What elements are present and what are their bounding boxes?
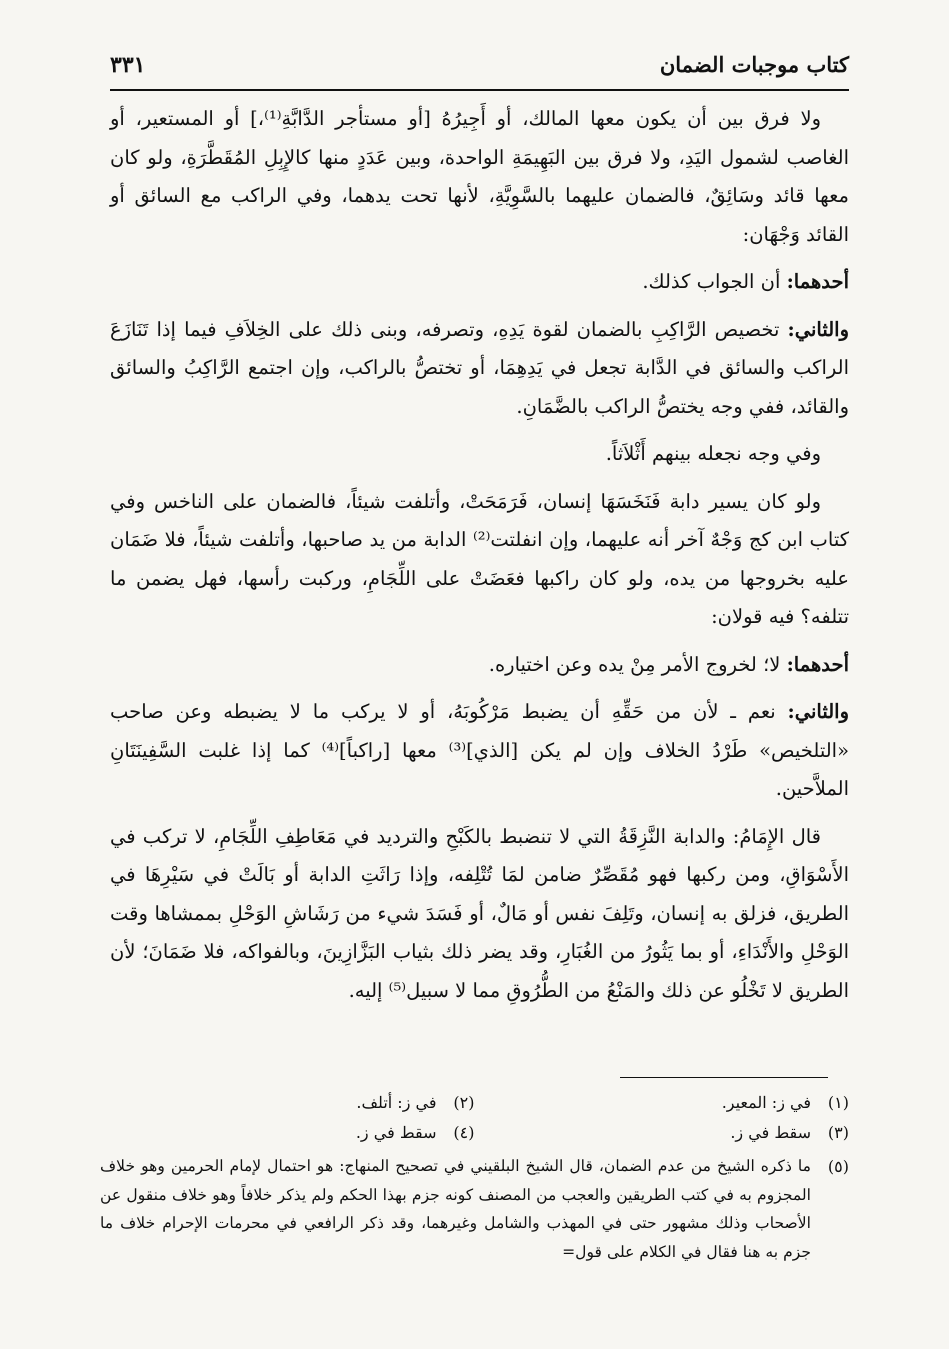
chapter-title: كتاب موجبات الضمان: [659, 52, 849, 77]
footnote-text: سقط في ز.: [730, 1123, 811, 1142]
footnote-number: (٤): [453, 1123, 475, 1142]
footnote-number: (٣): [827, 1123, 849, 1142]
footnote-2: [100, 1088, 475, 1118]
page-number: ٣٣١: [110, 52, 146, 78]
paragraph-lead: أحدهما:: [786, 270, 849, 293]
paragraph-text: ولو كان يسير دابة فَنَخَسَهَا إنسان، فَرَمَحَتْ، وأتلفت شيئاً، فالضمان على الناخس وفي كتاب ابن كج وَجْهٌ آخر أنه عليهما، وإن انفلتت⁽²⁾ الدابة من يد صاحبها، وأتلفت شيئاً، فلا ضَمَان عليه بخروجها من يده، ولو كان راكبها فعَضَتْ على اللِّجَامِ، وركبت رأسها، فهل يضمن ما تتلفه؟ فيه قولان:: [110, 489, 849, 628]
paragraph: [110, 311, 849, 427]
footnotes: [100, 1088, 849, 1266]
footnote-5: [100, 1152, 849, 1266]
footnote-3: [475, 1118, 850, 1148]
paragraph-text: لا؛ لخروج الأمر مِنْ يده وعن اختياره.: [488, 652, 787, 676]
paragraph: [110, 100, 849, 254]
footnote-row: [100, 1088, 849, 1118]
footnote-rule: [620, 1077, 828, 1078]
paragraph-text: قال الإِمَامُ: والدابة النَّزِقَةُ التي لا تنضبط بالكَبْحِ والترديد في مَعَاطِفِ اللِّجَامِ، لا تركب في الأَسْوَاقِ، ومن ركبها فهو مُقَصِّرٌ ضامن لمَا تُتْلِفه، وإذا رَاثَتِ الدابة أو بَالَتْ في سَيْرِهَا في الطريق، فزلق به إنسان، وتَلِفَ نفس أو مَالٌ، أو فَسَدَ شيء من رَشَاشِ الوَحْلِ بممشاها وقت الوَحْلِ والأَنْدَاءِ، أو بما يَثُورُ من الغُبَارِ، وقد يضر ذلك بثياب البَزَّازِينَ، وبالفواكه، فلا ضَمَانَ؛ لأن الطريق لا تَخْلُو عن ذلك والمَنْعُ من الطُّرُوقِ مما لا سبيل⁽⁵⁾ إليه.: [110, 824, 849, 1002]
footnote-number: (١): [827, 1093, 849, 1112]
paragraph-lead: أحدهما:: [786, 652, 849, 676]
paragraph-text: نعم ـ لأن من حَقِّهِ أن يضبط مَرْكُوبَهُ، أو لا يركب ما لا يضبطه وعن صاحب «التلخيص» طَرْدُ الخلاف وإن لم يكن [الذي]⁽³⁾ معها [راكباً]⁽⁴⁾ كما إذا غلبت السَّفِينَتَانِ الملاَّحين.: [110, 700, 849, 800]
paragraph-lead: والثاني:: [787, 700, 849, 723]
footnote-row: [100, 1118, 849, 1148]
paragraph: [110, 818, 849, 1011]
paragraph: [110, 646, 849, 685]
main-text: [110, 100, 849, 1019]
paragraph: [110, 693, 849, 809]
header-rule: [110, 89, 849, 91]
footnote-4: [100, 1118, 475, 1148]
paragraph: [110, 483, 849, 637]
paragraph: [110, 435, 849, 474]
paragraph-text: وفي وجه نجعله بينهم أَثْلاَثاً.: [605, 442, 821, 465]
paragraph: [110, 263, 849, 302]
paragraph-text: أن الجواب كذلك.: [642, 270, 787, 293]
paragraph-lead: والثاني:: [787, 317, 849, 341]
footnote-number: (٥): [827, 1157, 849, 1176]
footnote-text: سقط في ز.: [355, 1123, 437, 1142]
running-header: [110, 52, 849, 86]
footnote-text: في ز: المعير.: [721, 1093, 811, 1112]
footnote-text: ما ذكره الشيخ من عدم الضمان، قال الشيخ البلقيني في تصحيح المنهاج: هو احتمال لإمام الحرمين وهو خلاف المجزوم به في كتب الطريقين والعجب من المصنف كونه جزم بهذا الحكم ولم يذكر خلافاً وهو خلاف منقول عن الأصحاب وذلك مشهور حتى في المهذب والشامل وغيرهما، وقد ذكر الرافعي في محرمات الإحرام خلاف ما جزم به هنا فقال في الكلام على قول=: [100, 1157, 811, 1261]
footnote-text: في ز: أتلف.: [356, 1093, 437, 1112]
paragraph-text: تخصيص الرَّاكِبِ بالضمان لقوة يَدِهِ، وتصرفه، وبنى ذلك على الخِلاَفِ فيما إذا تَنَازَعَ الراكب والسائق في الدَّابة تجعل في يَدِهِمَا، أو تختصُّ بالراكب، وإن اجتمع الرَّاكِبُ والسائق والقائد، ففي وجه يختصُّ الراكب بالضَّمَانِ.: [110, 317, 849, 418]
footnote-number: (٢): [453, 1093, 475, 1112]
paragraph-text: ولا فرق بين أن يكون معها المالك، أو أَجِيرُهُ [أو مستأجر الدَّابَّةِ⁽¹⁾،] أو المستعير، أو الغاصب لشمول اليَدِ، ولا فرق بين البَهِيمَةِ الواحدة، وبين عَدَدٍ منها كالإِبِلِ المُقَطَّرَةِ، ولو كان معها قائد وسَائِقٌ، فالضمان عليهما بالسَّوِيَّةِ، لأنها تحت يدهما، وفي الراكب مع السائق أو القائد وَجْهَان:: [110, 107, 849, 246]
footnote-1: [475, 1088, 850, 1118]
